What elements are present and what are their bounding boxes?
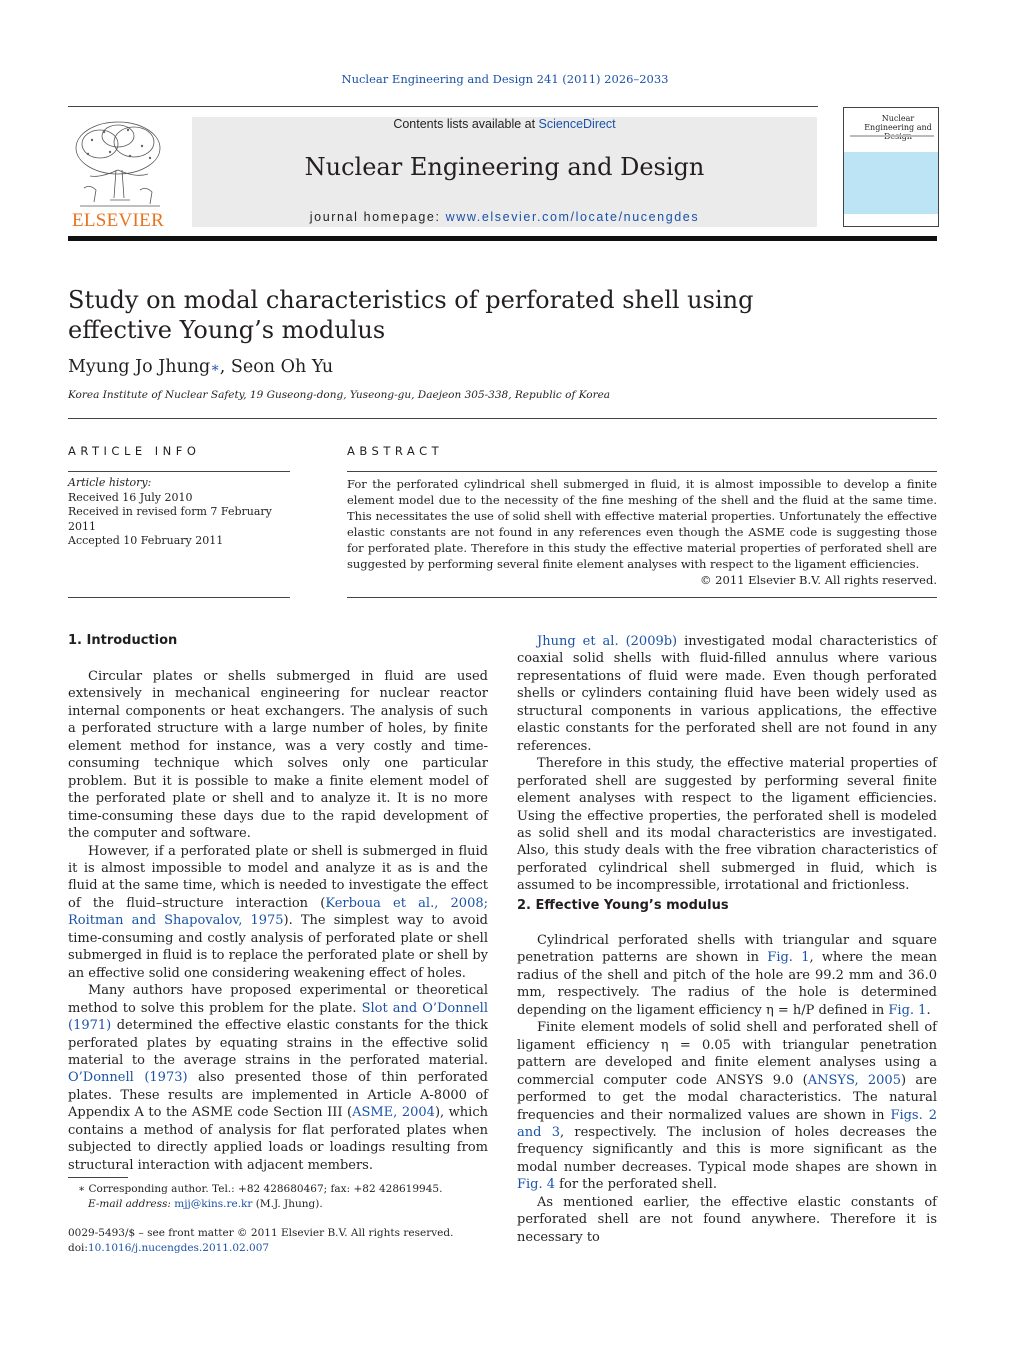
journal-homepage: [192, 210, 817, 224]
cover-top: [844, 108, 938, 152]
text-run: determined the effective elastic constants for the thick perforated plates by equating strains in the effective solid material to the average strains in the perforated material.: [68, 1018, 488, 1068]
text-run: also presented those of thin perforated plates. These results are implemented in Article A-8000 of Appendix A to the ASME code Section III (: [68, 1070, 489, 1121]
paragraph: As mentioned earlier, the effective elastic constants of perforated shell are not found anywhere. Therefore it is necessary to: [517, 1194, 937, 1245]
email-label: E-mail address:: [88, 1198, 175, 1210]
journal-citation[interactable]: Nuclear Engineering and Design 241 (2011) 2026–2033: [341, 72, 669, 86]
paragraph: [68, 843, 488, 983]
tree-icon: [70, 118, 166, 210]
cover-image: [844, 152, 938, 214]
section-heading: 2. Effective Young’s modulus: [517, 898, 729, 913]
text-run: investigated modal characteristics of coaxial solid shells with fluid-filled annulus where various representations of fluid were made. Even though perforated shells or cylinders containing fluid have been widely used as structural components in various applications, the effective elastic constants for the perforated shell are not found in any references.: [517, 634, 937, 754]
journal-cover-thumbnail[interactable]: [843, 107, 939, 227]
body-column-right: [517, 633, 937, 895]
info-rule: [68, 471, 290, 472]
paragraph: [517, 1019, 937, 1194]
abstract-heading: ABSTRACT: [347, 444, 444, 458]
elsevier-logo[interactable]: [68, 118, 168, 230]
author-separator: ,: [219, 357, 231, 377]
reference-link[interactable]: O’Donnell (1973): [68, 1070, 188, 1086]
doi-link[interactable]: 10.1016/j.nucengdes.2011.02.007: [87, 1242, 270, 1254]
info-bottom-rule: [68, 597, 290, 598]
footnote-email: [68, 1197, 508, 1212]
abstract-bottom-rule: [347, 597, 937, 598]
author-name[interactable]: Seon Oh Yu: [230, 357, 334, 377]
text-run: for the perforated shell.: [555, 1177, 717, 1193]
section-heading: 1. Introduction: [68, 633, 178, 648]
corresponding-author-marker[interactable]: ∗: [210, 360, 220, 376]
figure-link[interactable]: Figs. 2 and 3: [517, 1107, 937, 1140]
contents-line: [192, 117, 817, 131]
reference-link[interactable]: ASME, 2004: [352, 1105, 435, 1121]
text-run: However, if a perforated plate or shell is submerged in fluid it is almost impossible to model and analyze it as is and the fluid at the same time, which is needed to investigate the effect of the fluid–structure interaction (: [68, 843, 488, 911]
section-2-body: [517, 932, 937, 1246]
author-name[interactable]: Myung Jo Jhung: [68, 357, 211, 377]
front-matter: [68, 1226, 453, 1256]
doi-label: doi:: [68, 1242, 88, 1254]
reference-link[interactable]: Kerboua et al., 2008; Roitman and Shapovalov, 1975: [68, 895, 488, 929]
journal-name: Nuclear Engineering and Design: [304, 153, 705, 181]
footnote-corresponding: [68, 1182, 508, 1197]
title-rule: [68, 418, 937, 419]
abstract-copyright: © 2011 Elsevier B.V. All rights reserved.: [700, 573, 937, 587]
cover-subtitle-line: [850, 135, 934, 137]
text-run: Finite element models of solid shell and perforated shell of ligament efficiency η = 0.05 with triangular penetration pattern are developed and finite element analyses using a commercial computer code ANSYS 9.0 (: [517, 1020, 937, 1088]
paragraph: [517, 633, 937, 755]
text-run: ), which contains a method of analysis for flat perforated plates when subjected to directly applied loads or loadings resulting from structural interaction with adjacent members.: [68, 1105, 488, 1173]
article-title: Study on modal characteristics of perforated shell using effective Young’s modulus: [68, 286, 754, 344]
abstract-rule: [347, 471, 937, 472]
abstract-text: For the perforated cylindrical shell submerged in fluid, it is almost impossible to develop a finite element model due to the necessity of the fine meshing of the shell and the fluid at the same time. This necessitates the use of solid shell with effective material properties. Unfortunately the effective elastic constants are not found in any references even though the ASME code is suggesting those for perforated plate. Therefore in this study the effective material properties of perforated shell are suggested by performing several finite element analyses with respect to the ligament efficiencies.: [347, 477, 937, 571]
footnote-text: Corresponding author. Tel.: +82 428680467; fax: +82 428619945.: [85, 1183, 443, 1195]
cover-footer: [844, 214, 938, 226]
history-revised: Received in revised form 7 February 2011: [68, 505, 272, 533]
paragraph: Therefore in this study, the effective material properties of perforated shell are suggested by performing several finite element analyses with respect to the ligament efficiencies. Using the effective properties, the perforated shell is modeled as solid shell and its modal characteristics are investigated. Also, this study deals with the free vibration characteristics of perforated cylindrical shell submerged in fluid, which is assumed to be incompressible, irrotational and frictionless.: [517, 756, 937, 894]
footnote-marker: ∗: [78, 1183, 86, 1195]
author-list: [68, 357, 333, 377]
reference-link[interactable]: Jhung et al. (2009b): [537, 634, 678, 649]
contents-prefix: Contents lists available at: [393, 117, 539, 131]
footnote-rule: [68, 1177, 128, 1178]
history-accepted: Accepted 10 February 2011: [68, 534, 224, 547]
paragraph: Circular plates or shells submerged in fluid are used extensively in mechanical engineering for nuclear reactor internal components or heat exchangers. The analysis of such a perforated structure with a large number of holes, by finite element method for instance, was a very costly and time-consuming technique which solves only one particular problem. But it is possible to make a finite element model of the perforated plate or shell and to analyze it. It is no more time-consuming these days due to the rapid development of the computer and software.: [68, 669, 488, 842]
paragraph: [517, 932, 937, 1019]
history-received: Received 16 July 2010: [68, 490, 193, 504]
doi-line: [68, 1241, 453, 1256]
footnote: [68, 1182, 508, 1212]
text-run: Many authors have proposed experimental or theoretical method to solve this problem for the plate.: [68, 983, 488, 1016]
text-run: , respectively. The inclusion of holes decreases the frequency significantly and this is more significant as the modal number decreases. Typical mode shapes are shown in: [517, 1124, 937, 1175]
figure-link[interactable]: Fig. 1: [767, 950, 810, 966]
header-thick-rule: [68, 236, 937, 241]
reference-link[interactable]: Slot and O’Donnell (1971): [68, 1000, 488, 1034]
article-info-heading: ARTICLE INFO: [68, 444, 201, 458]
text-run: Cylindrical perforated shells with triangular and square penetration patterns are shown in: [517, 933, 937, 966]
issn-line: 0029-5493/$ – see front matter © 2011 Elsevier B.V. All rights reserved.: [68, 1227, 454, 1239]
sciencedirect-link[interactable]: ScienceDirect: [538, 117, 616, 131]
journal-banner: [192, 117, 817, 227]
author-affiliation: Korea Institute of Nuclear Safety, 19 Guseong-dong, Yuseong-gu, Daejeon 305-338, Republic of Korea: [68, 389, 611, 401]
reference-link[interactable]: ANSYS, 2005: [807, 1072, 901, 1088]
homepage-prefix: journal homepage:: [309, 210, 446, 224]
email-suffix: (M.J. Jhung).: [252, 1198, 323, 1210]
header-rule: [68, 106, 818, 107]
text-run: ) are performed to get the modal characteristics. The natural frequencies and their normalized values are shown in: [517, 1072, 937, 1123]
history-label: Article history:: [68, 476, 152, 489]
figure-link[interactable]: Fig. 4: [517, 1177, 556, 1193]
cover-title: Nuclear Engineering and: [864, 114, 932, 132]
email-link[interactable]: mjj@kins.re.kr: [174, 1198, 253, 1210]
body-column-left: [68, 668, 488, 1174]
paragraph: [68, 982, 488, 1174]
text-run: ). The simplest way to avoid time-consuming and costly analysis of perforated plate or shell submerged in fluid is to replace the perforated plate or shell by an effective solid one considering weakening effect of holes.: [68, 913, 488, 981]
text-run: .: [926, 1002, 931, 1018]
figure-link[interactable]: Fig. 1: [888, 1002, 927, 1018]
text-run: , where the mean radius of the shell and pitch of the hole are 99.2 mm and 36.0 mm, respectively. The radius of the hole is determined depending on the ligament efficiency η = h/P defined in: [517, 950, 937, 1018]
elsevier-wordmark: ELSEVIER: [71, 210, 165, 231]
article-history: [68, 476, 290, 549]
homepage-link[interactable]: www.elsevier.com/locate/nucengdes: [445, 210, 700, 224]
